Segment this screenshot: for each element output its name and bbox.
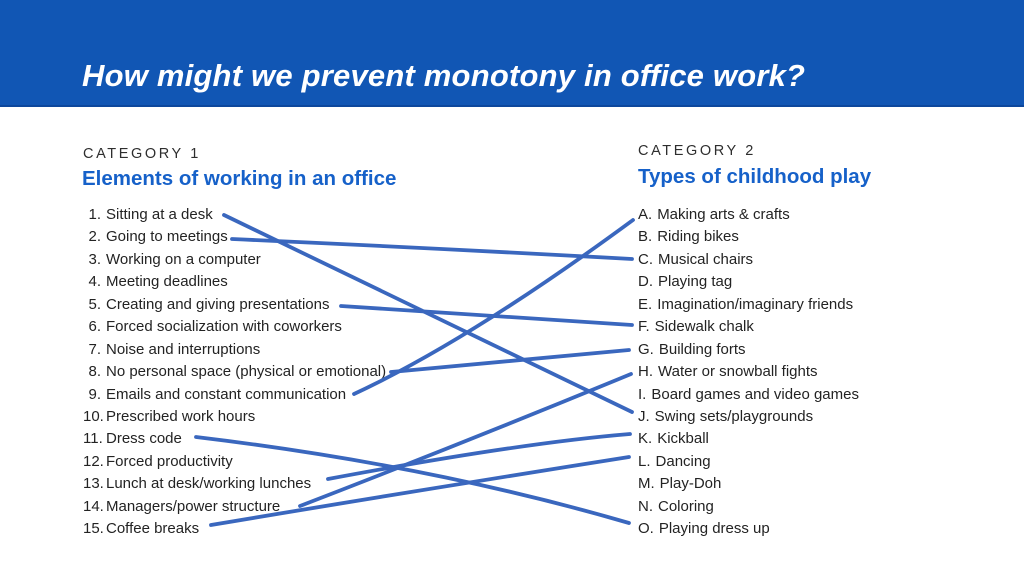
item-label: Working on a computer — [106, 250, 261, 268]
item-label: Coloring — [658, 497, 714, 515]
office-list-item — [83, 226, 386, 248]
item-label: Coffee breaks — [106, 520, 200, 538]
item-label: Managers/power structure — [106, 497, 281, 515]
item-label: Making arts & crafts — [657, 206, 790, 223]
play-list-item — [638, 496, 859, 518]
category2-title: Types of childhood play — [638, 165, 872, 188]
office-list-item — [83, 473, 386, 495]
play-list-item — [638, 339, 859, 361]
office-list-item — [83, 294, 386, 316]
play-list-item — [638, 384, 859, 406]
play-list-item — [638, 226, 859, 248]
office-list-item — [83, 361, 386, 383]
item-number: 12. — [83, 452, 104, 470]
item-label: Going to meetings — [106, 228, 228, 246]
item-label: Sidewalk chalk — [654, 318, 754, 336]
item-label: Play-Doh — [659, 475, 722, 493]
item-letter: G. — [638, 340, 654, 358]
item-label: Building forts — [658, 340, 746, 358]
category2-label: CATEGORY 2 — [638, 143, 756, 159]
office-list-item — [83, 204, 386, 226]
item-label: Meeting deadlines — [106, 273, 228, 291]
item-label: Water or snowball fights — [658, 363, 818, 381]
item-label: No personal space (physical or emotional) — [106, 363, 387, 381]
office-list-item — [83, 451, 386, 473]
item-label: Playing dress up — [658, 520, 770, 538]
item-number: 15. — [83, 520, 104, 538]
connector-line-9-A — [354, 220, 633, 394]
item-number: 9. — [88, 385, 101, 403]
office-list-item — [83, 406, 386, 428]
play-list-item — [638, 406, 859, 428]
office-list-item — [83, 249, 386, 271]
item-letter: F. — [638, 318, 650, 336]
item-label: Sitting at a desk — [106, 206, 213, 223]
play-list-item — [638, 204, 859, 226]
play-list-item — [638, 473, 859, 495]
item-number: 7. — [88, 340, 101, 358]
play-list-item — [638, 294, 859, 316]
item-label: Swing sets/playgrounds — [654, 407, 814, 425]
item-label: Creating and giving presentations — [106, 295, 330, 313]
item-number: 4. — [88, 273, 101, 291]
item-number: 3. — [88, 250, 101, 268]
item-number: 10. — [83, 407, 104, 425]
play-list-item — [638, 271, 859, 293]
item-letter: H. — [638, 363, 653, 381]
item-label: Noise and interruptions — [106, 340, 261, 358]
office-list-item — [83, 428, 386, 450]
item-label: Playing tag — [658, 273, 733, 291]
office-list-item — [83, 496, 386, 518]
slide-header — [0, 0, 1024, 107]
category1-label: CATEGORY 1 — [83, 146, 201, 162]
item-label: Forced socialization with coworkers — [106, 318, 342, 336]
play-items-list — [638, 204, 859, 541]
item-letter: O. — [638, 520, 654, 538]
connector-line-8-G — [391, 350, 629, 372]
office-items-list — [83, 204, 386, 541]
item-label: Emails and constant communication — [106, 385, 347, 403]
item-label: Lunch at desk/working lunches — [106, 475, 312, 493]
slide-title: How might we prevent monotony in office work? — [82, 58, 806, 93]
item-label: Kickball — [657, 430, 709, 448]
play-list-item — [638, 316, 859, 338]
play-list-item — [638, 428, 859, 450]
item-number: 8. — [88, 363, 101, 381]
item-letter: I. — [638, 385, 647, 403]
item-label: Imagination/imaginary friends — [657, 295, 854, 313]
item-letter: D. — [638, 273, 653, 291]
item-letter: L. — [638, 452, 651, 470]
item-letter: M. — [638, 475, 655, 493]
item-letter: B. — [638, 228, 653, 246]
item-label: Board games and video games — [651, 385, 859, 403]
item-label: Dress code — [106, 430, 182, 448]
item-number: 6. — [88, 318, 101, 336]
item-number: 5. — [88, 295, 101, 313]
item-number: 13. — [83, 475, 104, 493]
office-list-item — [83, 271, 386, 293]
item-letter: A. — [638, 206, 653, 223]
item-number: 1. — [88, 206, 101, 223]
play-list-item — [638, 249, 859, 271]
item-label: Dancing — [655, 452, 711, 470]
office-list-item — [83, 384, 386, 406]
item-letter: K. — [638, 430, 653, 448]
office-list-item — [83, 339, 386, 361]
item-label: Riding bikes — [657, 228, 739, 246]
category1-title: Elements of working in an office — [82, 167, 397, 190]
item-letter: C. — [638, 250, 653, 268]
play-list-item — [638, 518, 859, 540]
item-number: 14. — [83, 497, 104, 515]
play-list-item — [638, 361, 859, 383]
item-letter: N. — [638, 497, 653, 515]
office-list-item — [83, 518, 386, 540]
item-letter: J. — [638, 407, 650, 425]
item-label: Prescribed work hours — [106, 407, 256, 425]
item-label: Forced productivity — [106, 452, 233, 470]
item-number: 11. — [83, 430, 103, 448]
item-letter: E. — [638, 295, 653, 313]
play-list-item — [638, 451, 859, 473]
item-label: Musical chairs — [658, 250, 754, 268]
office-list-item — [83, 316, 386, 338]
item-number: 2. — [88, 228, 101, 246]
